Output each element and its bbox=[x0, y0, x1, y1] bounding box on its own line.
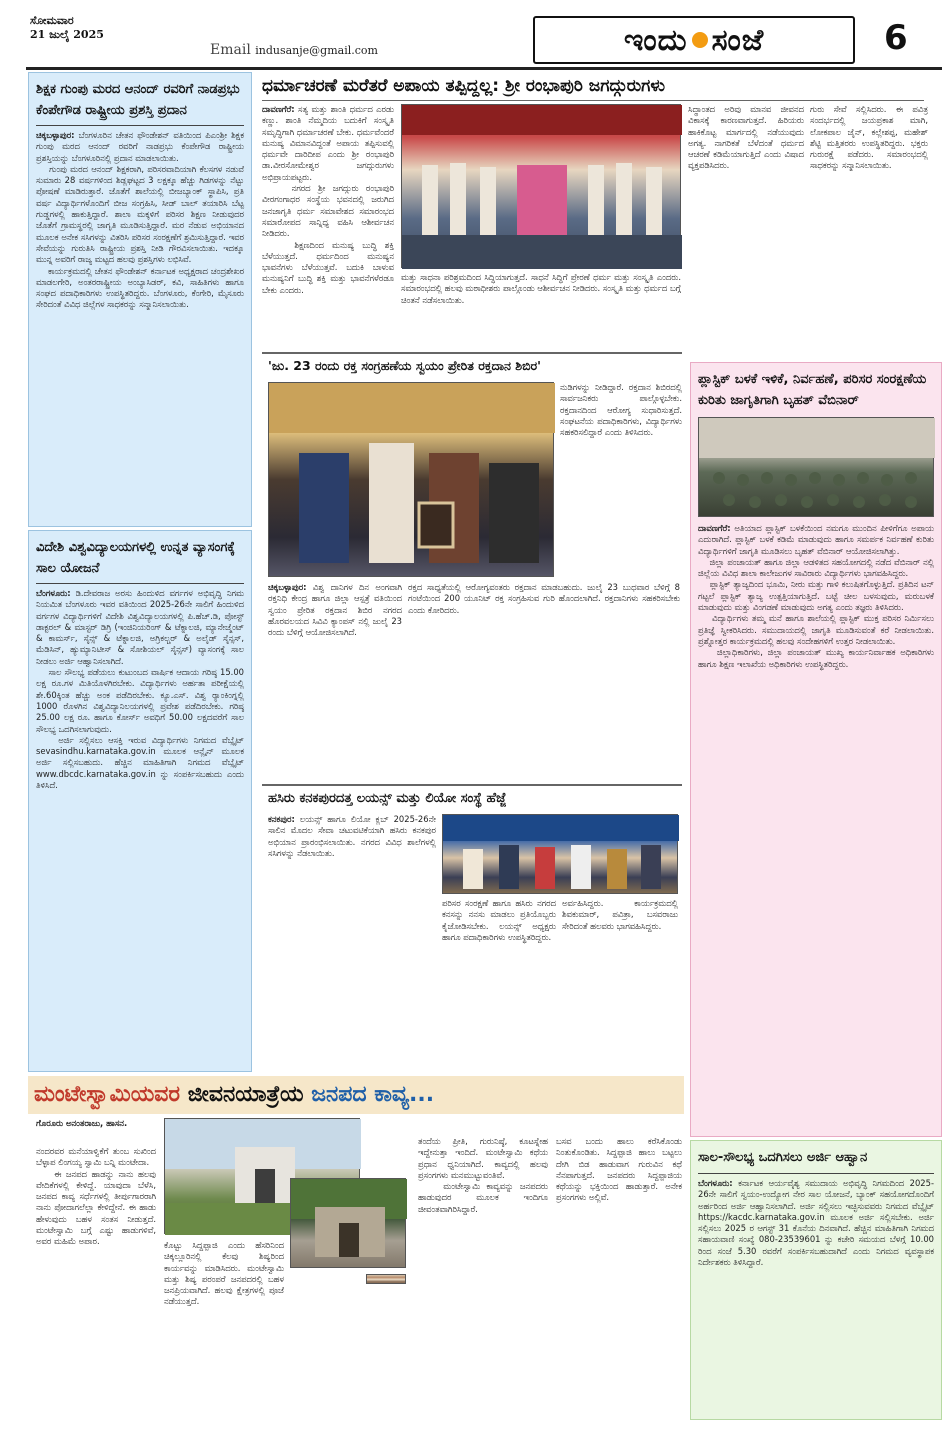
plastic-photo bbox=[698, 417, 934, 517]
plastic-photo-audience bbox=[699, 418, 935, 518]
religion-col4: ಗುರು ಸೇವೆ ಸಲ್ಲಿಸಿದರು. ಈ ಪವಿತ್ರ ಸಂದರ್ಭದಲ್ಲಿ ಜಯಪ್ರಕಾಶ ಮಾಗಿ, ಲೋಕಪಾಲ ಜೈನ್, ಕಲ್ಲೇಶಪ್ಪ, ಮಹೇಶ್ ಶೆಟ್ಟಿ ಮತ್ತಿತರರು ಉಪಸ್ಥಿತರಿದ್ದರು. ಭಕ್ತರು ಗುರುರಕ್ಷೆ ಪಡೆದರು. ಸಮಾರಂಭದಲ್ಲಿ ಸಾಧಕರನ್ನು ಸನ್ಮಾನಿಸಲಾಯಿತು. bbox=[810, 104, 931, 171]
blood-col1-text: ವಿಶ್ವ ದಾನಿಗಳ ದಿನ ಅಂಗವಾಗಿ ರಕ್ತನಿಧಿ ಕೇಂದ್ರ ಹಾಗೂ ಜಿಲ್ಲಾ ಆಸ್ಪತ್ರೆ ವತಿಯಿಂದ ಸ್ವಯಂ ಪ್ರೇರಿತ ರಕ್ತದಾನ ಶಿಬಿರ ನಗರದ ಹೊರವಲಯದ ಸಿವಿವಿ ಕ್ಯಾಂಪಸ್ ನಲ್ಲಿ ಜುಲೈ 23 ರಂದು ಬೆಳಿಗ್ಗೆ ಆಯೋಜಿಸಲಾಗಿದೆ. bbox=[268, 582, 405, 638]
poem-col1: ನಂದರವರ ಮನೆಯಾಳ್ವಿಕೆಗೆ ತುಂಬ ಸುಖಿಂದ ಬೆಳ್ಳಾಪ ಲಿಂಗಯ್ಯ ಸ್ವಾಮಿ ಬನ್ನಿ ಮಂಟೇದಾ. ಈ ಜನಪದ ಹಾಡನ್ನು ನಾನು ಹಲವು ವೇದಿಕೆಗಳಲ್ಲಿ ಕೇಳಿದ್ದೆ. ಯಾವುದಾ ಬೆಳೆಸಿ, ಜನಪದ ಕಾವ್ಯ ಸರ್ಧೆಗಳಲ್ಲಿ ತೀರ್ಪುಗಾರರಾಗಿ ನಾನು ಪೋದಾಗಲೆಲ್ಲಾ ಕೇಳಿದ್ದೇನೆ. ಈ ಹಾಡು ಹೇಳುವುದು ಬಹಳ ಸಂತಸ ನೀಡುತ್ತದೆ. ಮಂಟೇಸ್ವಾಮಿ ಬಗ್ಗೆ ಎಷ್ಟು ಹಾಡುಗಳಿವೆ, ಅವರ ಮಹಿಮೆ ಅಪಾರ. bbox=[36, 1146, 157, 1247]
blood-col3: ನುಡಿಗಳನ್ನು ನೀಡಿದ್ದಾರೆ. ರಕ್ತದಾನ ಶಿಬಿರದಲ್ಲಿ ಸಾರ್ವಜನಿಕರು ಪಾಲ್ಗೊಳ್ಳಬೇಕು. ರಕ್ತದಾನದಿಂದ ಆರೋಗ್ಯ ಸುಧಾರಿಸುತ್ತದೆ. ಸಂಘಟನೆಯ ಪದಾಧಿಕಾರಿಗಳು, ವಿದ್ಯಾರ್ಥಿಗಳು ಸಹಕರಿಸಲಿದ್ದಾರೆ ಎಂದು ತಿಳಿಸಿದರು. bbox=[560, 382, 685, 438]
poem-col3: ತಂದೆಯ ಪ್ರೀತಿ, ಗುರುನಿಷ್ಠೆ, ಕೂಟಸ್ನೇಹ ಇದ್ದೇನುತ್ತಾ ಇಂದಿದೆ. ಮಂಟೇಸ್ವಾಮಿ ಕಥೆಯ ಪ್ರಧಾನ ಧ್ವನಿಯಾಗಿದೆ. ಕಾವ್ಯದಲ್ಲಿ ಹಲವು ಪ್ರಸಂಗಗಳು ಮನಮುಟ್ಟುವಂತಿವೆ. ಮಂಟೇಸ್ವಾಮಿ ಕಾವ್ಯವನ್ನು ಜನಪದರು ಹಾಡುವುದರ ಮೂಲಕ ಇಂದಿಗೂ ಜೀವಂತವಾಗಿರಿಸಿದ್ದಾರೆ. bbox=[418, 1136, 548, 1214]
religion-photo bbox=[401, 104, 681, 268]
religion-photo-figures bbox=[402, 105, 682, 269]
subsidy-headline: ಸಾಲ-ಸೌಲಭ್ಯ ಒದಗಿಸಲು ಅರ್ಜಿ ಆಹ್ವಾನ bbox=[698, 1150, 868, 1165]
sun-icon bbox=[692, 32, 708, 48]
award-body-text: ಬೆಂಗಳೂರಿನ ಚೇತನ ಫೌಂಡೇಶನ್ ವತಿಯಿಂದ ಪಿಎಂಶ್ರೀ ಶಿಕ್ಷಕ ಗುಂಪು ಮರದ ಆನಂದ್ ರವರಿಗೆ ನಾಡಪ್ರಭು ಕೆಂಪೇಗೌಡ ರಾಷ್ಟ್ರೀಯ ಪ್ರಶಸ್ತಿಯನ್ನು ಬೆಂಗಳೂರಿನಲ್ಲಿ ಪ್ರದಾನ ಮಾಡಲಾಯಿತು. ಗುಂಪು ಮರದ ಆನಂದ್ ಶಿಕ್ಷಕರಾಗಿ, ಪರಿಸರವಾದಿಯಾಗಿ ಕೆಲಸಗಳ ನಡುವೆ ಸುಮಾರು 28 ವರ್ಷಗಳಿಂದ ಶಿಡ್ಲಘಟ್ಟದ 3 ಲಕ್ಷಕ್ಕೂ ಹೆಚ್ಚು ಗಿಡಗಳನ್ನು ನೆಟ್ಟು ಪೋಷಣೆ ಮಾಡಿರುತ್ತಾರೆ. ಜೊತೆಗೆ ಶಾಲೆಯಲ್ಲಿ ಬೀಜಬ್ಯಾಂಕ್ ಸ್ಥಾಪಿಸಿ, ಪ್ರತಿ ವರ್ಷ ವಿದ್ಯಾರ್ಥಿಗಳೊಂದಿಗೆ ಬೀಜ ಸಂಗ್ರಹಿಸಿ, ಸೀಡ್ ಬಾಲ್ ತಯಾರಿಸಿ ಬೆಟ್ಟ ಗುಡ್ಡಗಳಲ್ಲಿ ಹಾಕುತ್ತಿದ್ದಾರೆ. ಶಾಲಾ ಮಕ್ಕಳಿಗೆ ಪರಿಸರ ಶಿಕ್ಷಣ ನೀಡುವುದರ ಜೊತೆಗೆ ಗ್ರಾಮಸ್ಥರಲ್ಲಿ ಜಾಗೃತಿ ಮೂಡಿಸುತ್ತಿದ್ದಾರೆ. ಮರ ನೆಡುವ ಅಭಿಯಾನದ ಮೂಲಕ ಅನೇಕ ಸಸಿಗಳನ್ನು ವಿತರಿಸಿ ಪರಿಸರ ಸಂರಕ್ಷಣೆಗೆ ಶ್ರಮಿಸುತ್ತಿದ್ದಾರೆ. ಇವರ ಸೇವೆಯನ್ನು ಗುರುತಿಸಿ ರಾಷ್ಟ್ರೀಯ ಪ್ರಶಸ್ತಿ ನೀಡಿ ಗೌರವಿಸಲಾಯಿತು. ಇದಕ್ಕೂ ಮುನ್ನ ಅವರಿಗೆ ರಾಜ್ಯ ಮಟ್ಟದ ಹಲವು ಪ್ರಶಸ್ತಿಗಳು ಲಭಿಸಿವೆ. ಕಾರ್ಯಕ್ರಮದಲ್ಲಿ ಚೇತನ ಫೌಂಡೇಶನ್ ಕರ್ನಾಟಕ ಅಧ್ಯಕ್ಷರಾದ ಚಂದ್ರಶೇಖರ ಮಾಡಲಗೇರಿ, ಅಂತರರಾಷ್ಟ್ರೀಯ ಅಂಬ್ಯಾಸಿಡರ್, ಕವಿ, ಸಾಹಿತಿಗಳು ಹಾಗೂ ಸಂಘದ ಪದಾಧಿಕಾರಿಗಳು ಉಪಸ್ಥಿತರಿದ್ದರು. ಬೆಂಗಳೂರು, ಕೆಂಗೇರಿ, ಮೈಸೂರು ಸೇರಿದಂತೆ ವಿವಿಧ ಜಿಲ್ಲೆಗಳ ಸಾಧಕರನ್ನು ಸನ್ಮಾನಿಸಲಾಯಿತು. bbox=[36, 130, 244, 310]
award-dateline: ಚಿಕ್ಕಬಳ್ಳಾಪುರ: bbox=[36, 130, 75, 140]
plastic-body-text: ಅತಿಯಾದ ಪ್ಲಾಸ್ಟಿಕ್ ಬಳಕೆಯಿಂದ ನಮಗೂ ಮುಂದಿನ ಪೀಳಿಗೆಗೂ ಅಪಾಯ ಎದುರಾಗಿದೆ. ಪ್ಲಾಸ್ಟಿಕ್ ಬಳಕೆ ಕಡಿಮೆ ಮಾಡುವುದು ಹಾಗೂ ಸಮರ್ಪಕ ನಿರ್ವಹಣೆ ಕುರಿತು ವಿದ್ಯಾರ್ಥಿಗಳಿಗೆ ಜಾಗೃತಿ ಮೂಡಿಸಲು ಬೃಹತ್ ವೆಬಿನಾರ್ ಆಯೋಜಿಸಲಾಗಿತ್ತು. ಜಿಲ್ಲಾ ಪಂಚಾಯತ್ ಹಾಗೂ ಜಿಲ್ಲಾ ಆಡಳಿತದ ಸಹಯೋಗದಲ್ಲಿ ನಡೆದ ವೆಬಿನಾರ್ ನಲ್ಲಿ ಜಿಲ್ಲೆಯ ವಿವಿಧ ಶಾಲಾ ಕಾಲೇಜುಗಳ ಸಾವಿರಾರು ವಿದ್ಯಾರ್ಥಿಗಳು ಭಾಗವಹಿಸಿದ್ದರು. ಪ್ಲಾಸ್ಟಿಕ್ ತ್ಯಾಜ್ಯದಿಂದ ಭೂಮಿ, ನೀರು ಮತ್ತು ಗಾಳಿ ಕಲುಷಿತಗೊಳ್ಳುತ್ತಿದೆ. ಪ್ರತಿದಿನ ಟನ್ ಗಟ್ಟಲೆ ಪ್ಲಾಸ್ಟಿಕ್ ತ್ಯಾಜ್ಯ ಉತ್ಪತ್ತಿಯಾಗುತ್ತಿದೆ. ಬಟ್ಟೆ ಚೀಲ ಬಳಸುವುದು, ಮರುಬಳಕೆ ಮಾಡುವುದು ಮತ್ತು ವಿಂಗಡಣೆ ಮಾಡುವುದು ಅಗತ್ಯ ಎಂದು ತಜ್ಞರು ತಿಳಿಸಿದರು. ವಿದ್ಯಾರ್ಥಿಗಳು ತಮ್ಮ ಮನೆ ಹಾಗೂ ಶಾಲೆಯಲ್ಲಿ ಪ್ಲಾಸ್ಟಿಕ್ ಮುಕ್ತ ಪರಿಸರ ನಿರ್ಮಿಸಲು ಪ್ರತಿಜ್ಞೆ ಸ್ವೀಕರಿಸಿದರು. ಸಮುದಾಯದಲ್ಲಿ ಜಾಗೃತಿ ಮೂಡಿಸುವಂತೆ ಕರೆ ನೀಡಲಾಯಿತು. ಪ್ರಶ್ನೋತ್ತರ ಕಾರ್ಯಕ್ರಮದಲ್ಲಿ ಹಲವು ಸಂದೇಹಗಳಿಗೆ ಉತ್ತರ ನೀಡಲಾಯಿತು. ಜಿಲ್ಲಾಧಿಕಾರಿಗಳು, ಜಿಲ್ಲಾ ಪಂಚಾಯತ್ ಮುಖ್ಯ ಕಾರ್ಯನಿರ್ವಾಹಕ ಅಧಿಕಾರಿಗಳು ಹಾಗೂ ಶಿಕ್ಷಣ ಇಲಾಖೆಯ ಅಧಿಕಾರಿಗಳು ಉಪಸ್ಥಿತರಿದ್ದರು. bbox=[698, 523, 935, 669]
lions-col1 bbox=[268, 814, 439, 1070]
header-rule bbox=[26, 67, 942, 70]
masthead-left: ಇಂದು bbox=[623, 22, 688, 58]
email-line bbox=[210, 42, 378, 58]
lions-dateline: ಕನಕಪುರ: bbox=[268, 814, 295, 824]
blood-dateline: ಚಿಕ್ಕಬಳ್ಳಾಪುರ: bbox=[268, 582, 307, 592]
blood-photo-figures bbox=[269, 383, 555, 578]
poem-headline-part2: ಜೀವನಯಾತ್ರೆಯ bbox=[187, 1082, 304, 1107]
plastic-dateline: ದಾವಣಗೆರೆ: bbox=[698, 523, 731, 533]
blood-top-rule bbox=[262, 352, 682, 354]
poem-headline bbox=[28, 1076, 684, 1114]
award-body bbox=[36, 130, 244, 485]
blood-photo bbox=[268, 382, 554, 577]
loan-dateline: ಬೆಂಗಳೂರು: bbox=[36, 588, 71, 598]
religion-col3: ಸಿದ್ಧಾಂತದ ಅರಿವು ಮಾನವ ಜೀವನದ ವಿಕಾಸಕ್ಕೆ ಕಾರಣವಾಗುತ್ತದೆ. ಹಿರಿಯರು ಹಾಕಿಕೊಟ್ಟ ಮಾರ್ಗದಲ್ಲಿ ನಡೆಯುವುದು ಅಗತ್ಯ. ನಾಗರಿಕತೆ ಬೆಳೆದಂತೆ ಧರ್ಮದ ಆಚರಣೆ ಕಡಿಮೆಯಾಗುತ್ತಿದೆ ಎಂದು ವಿಷಾದ ವ್ಯಕ್ತಪಡಿಸಿದರು. bbox=[688, 104, 807, 171]
masthead bbox=[533, 16, 855, 64]
lions-top-rule bbox=[262, 784, 682, 786]
lions-col3: ಅರ್ವಹಿಸಿದ್ದರು. ಕಾರ್ಯಕ್ರಮದಲ್ಲಿ ಶಿವಕುಮಾರ್, ಪವಿತ್ರಾ, ಬಸವರಾಜು ಸೇರಿದಂತೆ ಹಲವರು ಭಾಗವಹಿಸಿದ್ದರು. bbox=[562, 898, 681, 931]
poem-byline: ಗೊರೂರು ಅನಂತರಾಜು, ಹಾಸನ. bbox=[36, 1118, 128, 1128]
lions-headline: ಹಸಿರು ಕನಕಪುರದತ್ತ ಲಯನ್ಸ್ ಮತ್ತು ಲಿಯೋ ಸಂಸ್ಥೆ ಹೆಜ್ಜೆ bbox=[268, 791, 507, 806]
subsidy-body bbox=[698, 1178, 937, 1410]
weekday: ಸೋಮವಾರ bbox=[30, 14, 74, 27]
religion-rule bbox=[262, 100, 924, 101]
award-headline: ಶಿಕ್ಷಕ ಗುಂಪು ಮರದ ಆನಂದ್ ರವರಿಗೆ ನಾಡಪ್ರಭು ಕೆಂಪೇಗೌಡ ರಾಷ್ಟ್ರೀಯ ಪ್ರಶಸ್ತಿ ಪ್ರದಾನ bbox=[36, 82, 240, 118]
poem-col4: ಬಸವ ಬಂದು ಹಾಲು ಕರೆಸಿಕೊಂಡು ನಿಂತುಕೊಂಡಿತು. ಸಿದ್ದಪ್ಪಾಜಿ ಹಾಲು ಬಟ್ಟಲು ದೇಗಿ ಬಿಡ ಹಾಡುವಾಗ ಗುರುವಿನ ಕಥೆ ನೆನಪಾಗುತ್ತದೆ. ಜನಪದರು ಸಿದ್ದಪ್ಪಾಜಿಯ ಕಥೆಯನ್ನು ಭಕ್ತಿಯಿಂದ ಹಾಡುತ್ತಾರೆ. ಅನೇಕ ಪ್ರಸಂಗಗಳು ಅಲ್ಲಿವೆ. bbox=[556, 1136, 685, 1203]
blood-col2: ರಕ್ತದ ಸಾಧ್ಯತೆಯಲ್ಲಿ ಆರೋಗ್ಯವಂತರು ರಕ್ತದಾನ ಮಾಡಬಹುದು. ಜುಲೈ 23 ಬುಧವಾರ ಬೆಳಿಗ್ಗೆ 8 ಗಂಟೆಯಿಂದ 200 ಯೂನಿಟ್ ರಕ್ತ ಸಂಗ್ರಹಿಸುವ ಗುರಿ ಹೊಂದಲಾಗಿದೆ. ರಕ್ತದಾನಿಗಳು ಸಹಕರಿಸಬೇಕು ಎಂದು ಕೋರಿದರು. bbox=[408, 582, 683, 615]
plastic-story-box bbox=[690, 362, 942, 1137]
religion-col1-text: ಸತ್ಯ ಮತ್ತು ಶಾಂತಿ ಧರ್ಮದ ಎರಡು ಕಣ್ಣು. ಶಾಂತಿ ನೆಮ್ಮದಿಯ ಬದುಕಿಗೆ ಸಂಸ್ಕೃತಿ ಸಮೃದ್ಧಿಗಾಗಿ ಧರ್ಮಾಚರಣೆ ಬೇಕು. ಧರ್ಮವೆಂದರೆ ಮನುಷ್ಯ ವಿಮಾನವಿದ್ದಂತೆ ಅಪಾಯ ತಪ್ಪಿಸುವಲ್ಲಿ ಧರ್ಮವೇ ದಾರಿದೀಪ ಎಂದು ಶ್ರೀ ರಂಭಾಪುರಿ ಡಾ.ವೀರಸೋಮೇಶ್ವರ ಜಗದ್ಗುರುಗಳು ಅಭಿಪ್ರಾಯಪಟ್ಟರು. ನಗರದ ಶ್ರೀ ಜಗದ್ಗುರು ರಂಭಾಪುರಿ ವೀರಗಂಗಾಧರ ಸಂಸ್ಥೆಯ ಭವನದಲ್ಲಿ ಜರುಗಿದ ಜನಜಾಗೃತಿ ಧರ್ಮ ಸಮಾವೇಶದ ಸಮಾರಂಭದ ಸಮಾರೋಪದ ಸಾನ್ನಿಧ್ಯ ವಹಿಸಿ ಆಶೀರ್ವಚನ ನೀಡಿದರು. ಶಿಕ್ಷಣದಿಂದ ಮನುಷ್ಯ ಬುದ್ಧಿ ಶಕ್ತಿ ಬೆಳೆಯುತ್ತದೆ. ಧರ್ಮದಿಂದ ಮನುಷ್ಯನ ಭಾವನೆಗಳು ಬೆಳೆಯುತ್ತವೆ. ಬದುಕಿ ಬಾಳುವ ಮನುಷ್ಯನಿಗೆ ಬುದ್ಧಿ ಶಕ್ತಿ ಮತ್ತು ಭಾವನೆಗಳೆರಡೂ ಬೇಕು ಎಂದರು. bbox=[262, 104, 394, 295]
page-number: 6 bbox=[884, 18, 908, 58]
date: 21 ಜುಲೈ 2025 bbox=[30, 28, 104, 41]
blood-headline: 'ಜು. 23 ರಂದು ರಕ್ತ ಸಂಗ್ರಹಣೆಯ ಸ್ವಯಂ ಪ್ರೇರಿತ ರಕ್ತದಾನ ಶಿಬಿರ' bbox=[268, 358, 541, 373]
lions-col1-text: ಲಯನ್ಸ್ ಹಾಗೂ ಲಿಯೋ ಕ್ಲಬ್ 2025-26ನೇ ಸಾಲಿನ ಮೊದಲ ಸೇವಾ ಚಟುವಟಿಕೆಯಾಗಿ ಹಸಿರು ಕನಕಪುರ ಅಭಿಯಾನ ಪ್ರಾರಂಭಿಸಲಾಯಿತು. ನಗರದ ವಿವಿಧ ಶಾಲೆಗಳಲ್ಲಿ ಸಸಿಗಳನ್ನು ನೆಡಲಾಯಿತು. bbox=[268, 814, 439, 858]
religion-headline: ಧರ್ಮಾಚರಣೆ ಮರೆತರೆ ಅಪಾಯ ತಪ್ಪಿದ್ದಲ್ಲ: ಶ್ರೀ ರಂಭಾಪುರಿ ಜಗದ್ಗುರುಗಳು bbox=[262, 76, 665, 96]
blood-col1 bbox=[268, 582, 405, 782]
lions-photo bbox=[442, 814, 678, 894]
email-address[interactable]: indusanje@gmail.com bbox=[255, 44, 378, 57]
lions-col2: ಪರಿಸರ ಸಂರಕ್ಷಣೆ ಹಾಗೂ ಹಸಿರು ನಗರದ ಕನಸನ್ನು ನನಸು ಮಾಡಲು ಪ್ರತಿಯೊಬ್ಬರು ಕೈಜೋಡಿಸಬೇಕು. ಲಯನ್ಸ್ ಅಧ್ಯಕ್ಷರು ಹಾಗೂ ಪದಾಧಿಕಾರಿಗಳು ಉಪಸ್ಥಿತರಿದ್ದರು. bbox=[442, 898, 559, 942]
subsidy-story-box bbox=[690, 1140, 942, 1420]
subsidy-body-text: ಕರ್ನಾಟಕ ಆರ್ಯವೈಶ್ಯ ಸಮುದಾಯ ಅಭಿವೃದ್ಧಿ ನಿಗಮದಿಂದ 2025-26ನೇ ಸಾಲಿಗೆ ಸ್ವಯಂ-ಉದ್ಯೋಗ ನೇರ ಸಾಲ ಯೋಜನೆ, ಬ್ಯಾಂಕ್ ಸಹಯೋಗದೊಂದಿಗೆ ಅರ್ಹರಿಂದ ಅರ್ಜಿ ಆಹ್ವಾನಿಸಲಾಗಿದೆ. ಅರ್ಜಿ ಸಲ್ಲಿಸಲು ಇಚ್ಛಿಸುವವರು ನಿಗಮದ ವೆಬ್ಸೈಟ್ https://kacdc.karnataka.gov.in ಮೂಲಕ ಅರ್ಜಿ ಸಲ್ಲಿಸಬೇಕು. ಅರ್ಜಿ ಸಲ್ಲಿಸಲು 2025 ರ ಆಗಸ್ಟ್ 31 ಕೊನೆಯ ದಿನವಾಗಿದೆ. ಹೆಚ್ಚಿನ ಮಾಹಿತಿಗಾಗಿ ನಿಗಮದ ಸಹಾಯವಾಣಿ ಸಂಖ್ಯೆ 080-23539601 ನ್ನು ಕಚೇರಿ ಸಮಯದ ಬೆಳಗ್ಗೆ 10.00 ರಿಂದ ಸಂಜೆ 5.30 ರವರೆಗೆ ಸಂಪರ್ಕಿಸಬಹುದಾಗಿದೆ ಎಂದು ನಿಗಮದ ವ್ಯವಸ್ಥಾಪಕ ನಿರ್ದೇಶಕರು ತಿಳಿಸಿದ್ದಾರೆ. bbox=[698, 1178, 937, 1268]
loan-headline: ವಿದೇಶಿ ವಿಶ್ವವಿದ್ಯಾಲಯಗಳಲ್ಲಿ ಉನ್ನತ ವ್ಯಾಸಂಗಕ್ಕೆ ಸಾಲ ಯೋಜನೆ bbox=[36, 540, 235, 576]
poem-headline-part3: ಜನಪದ ಕಾವ್ಯ... bbox=[311, 1082, 435, 1107]
subsidy-dateline: ಬೆಂಗಳೂರು: bbox=[698, 1178, 733, 1188]
loan-story-box bbox=[28, 530, 252, 1072]
shrine-photo-shapes bbox=[291, 1179, 407, 1269]
loan-body bbox=[36, 588, 244, 1066]
poem-photo-shrine bbox=[290, 1178, 406, 1268]
poem-photo-idol bbox=[366, 1274, 406, 1284]
issue-date bbox=[30, 14, 104, 42]
lions-photo-figures bbox=[443, 815, 679, 895]
religion-col2: ಮತ್ತು ಸಾಧನಾ ಪರಿಶ್ರಮದಿಂದ ಸಿದ್ಧಿಯಾಗುತ್ತದೆ. ಸಾಧನೆ ಸಿದ್ಧಿಗೆ ಪ್ರೇರಣೆ ಧರ್ಮ ಮತ್ತು ಸಂಸ್ಕೃತಿ ಎಂದರು. ಸಮಾರಂಭದಲ್ಲಿ ಹಲವು ಮಠಾಧೀಶರು ಪಾಲ್ಗೊಂಡು ಆಶೀರ್ವಚನ ನೀಡಿದರು. ಸಂಸ್ಕೃತಿ ಮತ್ತು ಧರ್ಮದ ಬಗ್ಗೆ ಚಿಂತನೆ ನಡೆಸಲಾಯಿತು. bbox=[401, 272, 684, 305]
loan-body-text: ಡಿ.ದೇವರಾಜ ಅರಸು ಹಿಂದುಳಿದ ವರ್ಗಗಳ ಅಭಿವೃದ್ಧಿ ನಿಗಮ ನಿಯಮಿತ ಬೆಂಗಳೂರು ಇವರ ವತಿಯಿಂದ 2025-26ನೇ ಸಾಲಿಗೆ ಹಿಂದುಳಿದ ವರ್ಗಗಳ ವಿದ್ಯಾರ್ಥಿಗಳಿಗೆ ವಿದೇಶಿ ವಿಶ್ವವಿದ್ಯಾಲಯಗಳಲ್ಲಿ ಪಿ.ಹೆಚ್.ಡಿ, ಪೋಸ್ಟ್ ಡಾಕ್ಟರಲ್ & ಮಾಸ್ಟರ್ ಡಿಗ್ರಿ (ಇಂಜಿನಿಯರಿಂಗ್ & ಟೆಕ್ನಾಲಜಿ, ಮ್ಯಾನೇಜ್ಮೆಂಟ್ & ಕಾಮರ್ಸ್, ಸೈನ್ಸ್ & ಟೆಕ್ನಾಲಜಿ, ಅಗ್ರಿಕಲ್ಚರ್ & ಅಲೈಡ್ ಸೈನ್ಸಸ್, ಮೆಡಿಸಿನ್, ಹ್ಯುಮ್ಯಾನಿಟೀಸ್ & ಸೋಶಿಯಲ್ ಸೈನ್ಸಸ್) ವ್ಯಾಸಂಗಕ್ಕೆ ಸಾಲ ನೀಡಲು ಅರ್ಜಿ ಆಹ್ವಾನಿಸಲಾಗಿದೆ. ಸಾಲ ಸೌಲಭ್ಯ ಪಡೆಯಲು ಕುಟುಂಬದ ವಾರ್ಷಿಕ ಆದಾಯ ಗರಿಷ್ಠ 15.00 ಲಕ್ಷ ರೂ.ಗಳ ಮಿತಿಯೊಳಗಿರಬೇಕು. ವಿದ್ಯಾರ್ಥಿಗಳು ಅರ್ಹತಾ ಪರೀಕ್ಷೆಯಲ್ಲಿ ಶೇ.60ಕ್ಕಿಂತ ಹೆಚ್ಚು ಅಂಕ ಪಡೆದಿರಬೇಕು. ಕ್ಯೂ.ಎಸ್. ವಿಶ್ವ ರ್‍ಯಾಂಕಿಂಗ್ನಲ್ಲಿ 1000 ರೊಳಗಿನ ವಿಶ್ವವಿದ್ಯಾನಿಲಯಗಳಲ್ಲಿ ಪ್ರವೇಶ ಪಡೆದಿರಬೇಕು. ಗರಿಷ್ಠ 25.00 ಲಕ್ಷ ರೂ. ಹಾಗೂ ಕೋರ್ಸ್ ಅವಧಿಗೆ 50.00 ಲಕ್ಷದವರೆಗೆ ಸಾಲ ಸೌಲಭ್ಯ ಒದಗಿಸಲಾಗುವುದು. ಅರ್ಜಿ ಸಲ್ಲಿಸಲು ಆಸಕ್ತಿ ಇರುವ ವಿದ್ಯಾರ್ಥಿಗಳು ನಿಗಮದ ವೆಬ್ಸೈಟ್ sevasindhu.karnataka.gov.in ಮೂಲಕ ಆನ್ಲೈನ್ ಮೂಲಕ ಅರ್ಜಿ ಸಲ್ಲಿಸಬಹುದು. ಹೆಚ್ಚಿನ ಮಾಹಿತಿಗಾಗಿ ನಿಗಮದ ವೆಬ್ಸೈಟ್ www.dbcdc.karnataka.gov.in ನ್ನು ಸಂಪರ್ಕಿಸಬಹುದು ಎಂದು ತಿಳಿಸಿದೆ. bbox=[36, 588, 245, 791]
plastic-body bbox=[698, 523, 934, 1109]
masthead-right: ಸಂಜೆ bbox=[711, 22, 765, 58]
poem-col2: ಕೊಟ್ಟು ಸಿದ್ದಪ್ಪಾಜಿ ಎಂದು ಹೆಸರಿನಿಂದ ಚಿಕ್ಕಲ್ಲೂರಿನಲ್ಲಿ ಕೆಲವು ಶಿಷ್ಯರಿಂದ ಕಾರ್ಯವನ್ನು ಮಾಡಿಸಿದರು. ಮಂಟೇಸ್ವಾಮಿ ಮತ್ತು ಶಿಷ್ಯ ಪರಂಪರೆ ಜನಪದರಲ್ಲಿ ಬಹಳ ಜನಪ್ರಿಯವಾಗಿದೆ. ಹಲವು ಕ್ಷೇತ್ರಗಳಲ್ಲಿ ಪೂಜೆ ನಡೆಯುತ್ತದೆ. bbox=[164, 1240, 287, 1307]
plastic-headline: ಪ್ಲಾಸ್ಟಿಕ್ ಬಳಕೆ ಇಳಿಕೆ, ನಿರ್ವಹಣೆ, ಪರಿಸರ ಸಂರಕ್ಷಣೆಯ ಕುರಿತು ಜಾಗೃತಿಗಾಗಿ ಬೃಹತ್ ವೆಬಿನಾರ್ bbox=[698, 372, 927, 408]
religion-dateline: ದಾವಣಗೆರೆ: bbox=[262, 104, 295, 114]
award-story-box bbox=[28, 72, 252, 527]
email-label: Email bbox=[210, 42, 251, 58]
poem-headline-part1: ಮಂಟೇಸ್ವಾಮಿಯವರ bbox=[34, 1082, 181, 1107]
